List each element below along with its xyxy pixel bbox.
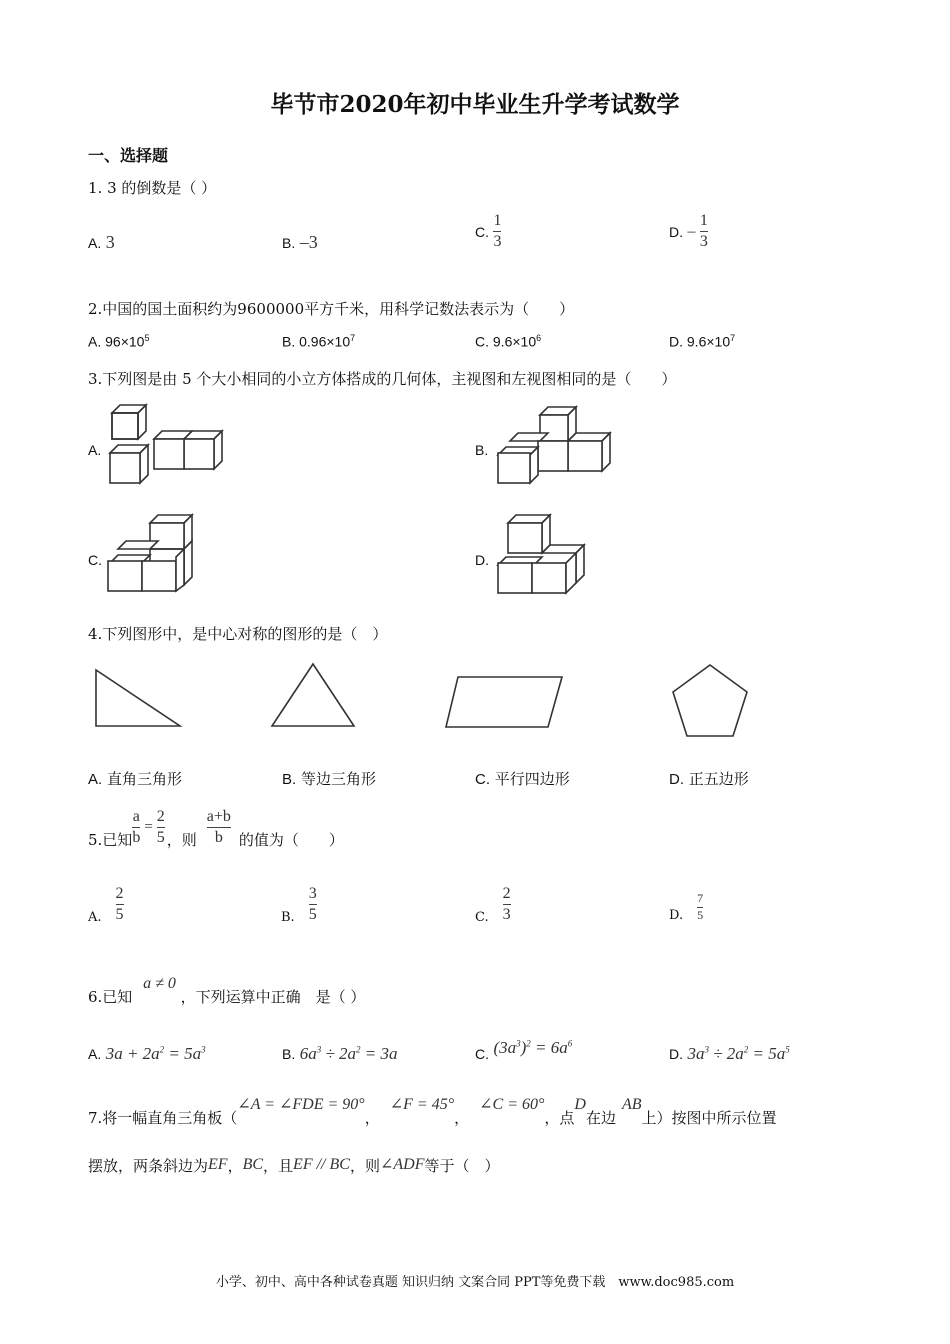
numerator: 1 <box>493 212 502 229</box>
text-segment: ，点 <box>544 1109 575 1127</box>
option-value: –3 <box>299 232 318 252</box>
q6-prefix: 6.已知 <box>88 988 133 1006</box>
fraction <box>116 885 124 925</box>
equals-sign: = <box>144 819 153 835</box>
q5-suffix: 的值为（ ） <box>238 831 344 849</box>
q5-cond-result <box>157 808 165 848</box>
fraction <box>309 885 317 925</box>
q2-option-b[interactable] <box>282 333 355 350</box>
q6-option-b[interactable] <box>282 1044 398 1064</box>
fraction <box>697 892 703 923</box>
denominator: 5 <box>697 907 704 922</box>
option-label: A. <box>88 333 102 350</box>
option-text: 正五边形 <box>688 770 749 788</box>
q1-option-b[interactable] <box>282 232 318 253</box>
text-segment: ， <box>364 1109 380 1127</box>
option-label: A. <box>88 235 102 251</box>
cube <box>110 541 158 563</box>
right-triangle-shape <box>92 666 187 730</box>
option-exponent: 6 <box>536 333 542 343</box>
option-exponent: 7 <box>730 333 736 343</box>
denominator: 3 <box>699 233 708 251</box>
option-label: A. <box>88 1046 102 1062</box>
q4-option-b[interactable] <box>282 768 376 789</box>
parallelogram-shape <box>444 673 566 731</box>
numerator: 3 <box>308 885 317 902</box>
option-text: 直角三角形 <box>106 770 182 788</box>
text-segment: 上）按图中所示位置 <box>641 1109 777 1127</box>
text-segment: 7.将一幅直角三角板（ <box>88 1109 238 1127</box>
option-label: B. <box>282 333 296 350</box>
denominator: b <box>214 829 223 846</box>
fraction-bar <box>116 904 124 905</box>
cube <box>184 431 222 469</box>
q3-option-a-label[interactable]: A. <box>88 442 102 458</box>
option-label: C. <box>475 223 489 240</box>
question-7-line-2 <box>88 1153 499 1174</box>
question-5-stem <box>88 805 344 850</box>
fraction-bar <box>309 904 317 905</box>
q2-option-a[interactable] <box>88 333 149 350</box>
cube <box>110 445 148 483</box>
math-expression: ∠ADF <box>379 1156 425 1173</box>
numerator: a+b <box>206 807 231 825</box>
option-label: A. <box>88 771 103 788</box>
option-base: 9.6×10 <box>686 333 731 350</box>
question-2-stem: 2.中国的国土面积约为9600000平方千米，用科学记数法表示为（ ） <box>88 300 575 318</box>
option-expression: $(3a^3)^2 = 6a^6$ <box>493 1038 573 1057</box>
cube-figure-a <box>106 403 231 485</box>
fraction-bar <box>132 827 140 828</box>
option-expression: $3a^3 \div 2a^2 = 5a^5$ <box>687 1044 790 1063</box>
q1-option-d[interactable] <box>669 212 708 252</box>
math-expression: ∠C = 60° <box>479 1096 545 1113</box>
q2-option-d[interactable] <box>669 333 735 350</box>
option-label: C. <box>475 771 490 788</box>
numerator: 2 <box>156 807 165 825</box>
option-label: D. <box>669 223 683 240</box>
q3-option-b-label[interactable]: B. <box>475 442 489 458</box>
page-footer: 小学、初中、高中各种试卷真题 知识归纳 文案合同 PPT等免费下载 www.doc985.com <box>215 1275 735 1290</box>
q3-option-d-label[interactable]: D. <box>475 552 489 568</box>
text-segment: 摆放，两条斜边为 <box>88 1157 209 1175</box>
q6-option-a[interactable] <box>88 1044 206 1064</box>
numerator: 7 <box>697 891 704 905</box>
denominator: 3 <box>502 906 511 924</box>
fraction-bar <box>700 231 708 232</box>
option-label: D. <box>669 1046 683 1062</box>
denominator: 3 <box>493 233 502 251</box>
cube <box>150 515 192 549</box>
cube <box>112 405 146 439</box>
q3-option-c-label[interactable]: C. <box>88 552 102 568</box>
q6-option-d[interactable] <box>669 1044 790 1064</box>
option-value: 3 <box>105 232 115 252</box>
option-label: D. <box>669 333 683 350</box>
math-expression: ∠F = 45° <box>389 1096 455 1113</box>
math-expression: BC <box>242 1156 264 1173</box>
fraction-bar <box>503 904 511 905</box>
numerator: 2 <box>502 885 511 902</box>
denominator: 5 <box>156 829 165 846</box>
numerator: 2 <box>115 885 124 902</box>
q4-option-a[interactable] <box>88 768 182 789</box>
question-1-stem: 1. 3 的倒数是（ ） <box>88 179 217 197</box>
cube <box>508 515 550 553</box>
cube-figure-b <box>496 405 616 485</box>
question-6-stem <box>88 972 366 1006</box>
q5-option-d[interactable] <box>669 892 703 923</box>
numerator: 1 <box>699 212 708 229</box>
regular-pentagon-shape <box>668 661 752 741</box>
q6-suffix: ，下列运算中正确 是（ ） <box>180 988 366 1006</box>
cube-figure-d <box>496 513 591 595</box>
option-label: B. <box>281 909 295 925</box>
q6-option-c[interactable] <box>475 1038 573 1062</box>
text-segment: ， <box>227 1157 243 1175</box>
option-base: 0.96×10 <box>299 333 351 350</box>
q5-cond-fraction <box>132 808 140 848</box>
question-4-stem: 4.下列图形中，是中心对称的图形的是（ ） <box>88 625 388 643</box>
text-segment: ， <box>454 1109 470 1127</box>
option-label: C. <box>475 333 489 350</box>
denominator: 5 <box>308 906 317 924</box>
math-expression: ∠A = ∠FDE = 90° <box>237 1096 365 1113</box>
q4-option-c[interactable] <box>475 768 570 789</box>
math-expression: EF // BC <box>293 1156 350 1173</box>
fraction-bar <box>207 827 231 828</box>
q6-condition: a ≠ 0 <box>143 975 176 992</box>
q5-option-b[interactable] <box>281 885 317 925</box>
option-label: B. <box>282 771 297 788</box>
text-segment: ，且 <box>263 1157 294 1175</box>
minus-sign: – <box>687 222 696 240</box>
option-base: 96×10 <box>105 333 145 350</box>
option-label: D. <box>669 907 684 923</box>
text-segment: 等于（ ） <box>424 1157 500 1175</box>
option-exponent: 5 <box>144 333 150 343</box>
option-label: C. <box>475 909 489 925</box>
math-expression: D <box>574 1096 586 1113</box>
q4-option-d[interactable] <box>669 768 749 789</box>
text-segment: 在边 <box>585 1109 616 1127</box>
q5-option-c[interactable] <box>475 885 511 925</box>
option-text: 等边三角形 <box>300 770 376 788</box>
cube <box>498 447 538 483</box>
fraction-bar <box>493 231 501 232</box>
section-title: 一、选择题 <box>88 146 169 165</box>
math-expression: AB <box>621 1096 642 1113</box>
q5-option-a[interactable] <box>88 885 124 925</box>
denominator: 5 <box>115 906 124 924</box>
math-expression: EF <box>208 1156 228 1173</box>
equilateral-triangle-shape <box>268 660 360 732</box>
q5-prefix: 5.已知 <box>88 831 133 849</box>
option-expression: $6a^3 \div 2a^2 = 3a$ <box>299 1044 398 1063</box>
option-expression: $3a + 2a^2 = 5a^3$ <box>105 1044 206 1063</box>
q5-expr-fraction <box>207 808 231 848</box>
q5-mid: ，则 <box>166 831 197 849</box>
denominator: b <box>132 829 141 846</box>
option-label: A. <box>88 909 102 925</box>
fraction <box>700 212 708 252</box>
text-segment: ，则 <box>349 1157 380 1175</box>
option-base: 9.6×10 <box>492 333 537 350</box>
option-label: C. <box>475 1046 489 1062</box>
option-exponent: 7 <box>350 333 356 343</box>
page-title: 毕节市2020年初中毕业生升学考试数学 <box>270 91 680 118</box>
q2-option-c[interactable] <box>475 333 541 350</box>
option-label: D. <box>669 771 684 788</box>
option-text: 平行四边形 <box>494 770 570 788</box>
fraction <box>493 212 501 252</box>
cube <box>568 433 610 471</box>
q1-option-a[interactable] <box>88 232 115 253</box>
question-7-line-1 <box>88 1093 777 1127</box>
question-3-stem: 3.下列图是由 5 个大小相同的小立方体搭成的几何体，主视图和左视图相同的是（ ） <box>88 370 677 388</box>
cube-figure-c <box>106 513 201 595</box>
option-label: B. <box>282 235 296 251</box>
fraction <box>503 885 511 925</box>
numerator: a <box>132 807 140 825</box>
q1-option-c[interactable] <box>475 212 501 252</box>
fraction-bar <box>157 827 165 828</box>
option-label: B. <box>282 1046 296 1062</box>
